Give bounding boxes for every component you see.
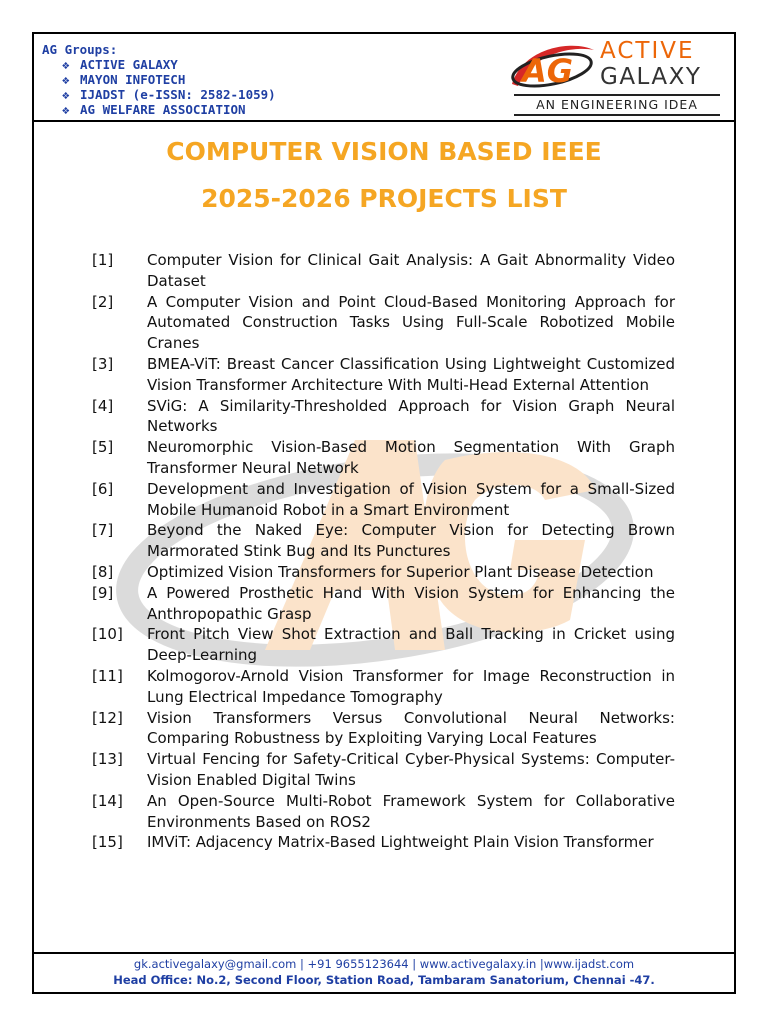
project-item	[92, 624, 675, 666]
projects-list	[92, 250, 675, 853]
diamond-bullet-icon: ❖	[62, 57, 70, 72]
project-title: IMViT: Adjacency Matrix-Based Lightweight Plain Vision Transformer	[147, 833, 654, 852]
project-number: [6]	[92, 479, 114, 498]
project-number: [4]	[92, 396, 114, 415]
project-item	[92, 479, 675, 521]
project-item	[92, 292, 675, 354]
project-item	[92, 354, 675, 396]
page-title-line1: COMPUTER VISION BASED IEEE	[166, 137, 602, 166]
ag-group-item	[62, 57, 276, 72]
project-title: A Computer Vision and Point Cloud-Based Monitoring Approach for Automated Construction Tasks Using Full-Scale Robotized Mobile Cranes	[147, 292, 675, 353]
project-item	[92, 520, 675, 562]
project-number: [8]	[92, 562, 114, 581]
ag-group-item	[62, 102, 276, 117]
project-number: [14]	[92, 791, 123, 810]
project-item	[92, 666, 675, 708]
diamond-bullet-icon: ❖	[62, 72, 70, 87]
ag-group-item	[62, 87, 276, 102]
project-title: Kolmogorov-Arnold Vision Transformer for Image Reconstruction in Lung Electrical Impedance Tomography	[147, 666, 675, 706]
footer-contact[interactable]: gk.activegalaxy@gmail.com | +91 9655123644 | www.activegalaxy.in |www.ijadst.com	[133, 957, 635, 971]
project-number: [15]	[92, 833, 123, 852]
project-title: Virtual Fencing for Safety-Critical Cyber-Physical Systems: Computer-Vision Enabled Digital Twins	[147, 750, 675, 789]
project-title: Front Pitch View Shot Extraction and Ball Tracking in Cricket using Deep-Learning	[147, 625, 675, 665]
project-title: Vision Transformers Versus Convolutional Neural Networks: Comparing Robustness by Exploiting Varying Local Features	[147, 708, 675, 748]
ag-group-label: ACTIVE GALAXY	[80, 57, 178, 72]
diamond-bullet-icon: ❖	[62, 102, 70, 117]
project-number: [5]	[92, 438, 114, 457]
header-divider	[32, 120, 736, 122]
project-number: [11]	[92, 666, 123, 685]
project-item	[92, 396, 675, 438]
project-number: [1]	[92, 251, 114, 269]
footer	[32, 956, 736, 988]
project-number: [12]	[92, 708, 123, 727]
ag-group-label: MAYON INFOTECH	[80, 72, 186, 87]
project-number: [10]	[92, 625, 123, 644]
project-number: [3]	[92, 354, 114, 373]
logo-name-line2: GALAXY	[600, 64, 702, 90]
ag-group-label: IJADST (e-ISSN: 2582-1059)	[80, 87, 276, 102]
project-title: SViG: A Similarity-Thresholded Approach for Vision Graph Neural Networks	[147, 396, 675, 436]
project-title: BMEA-ViT: Breast Cancer Classification Using Lightweight Customized Vision Transformer Architecture With Multi-Head External Attention	[147, 354, 675, 394]
project-number: [2]	[92, 292, 114, 311]
project-item	[92, 562, 675, 583]
project-title: Optimized Vision Transformers for Superior Plant Disease Detection	[147, 562, 654, 581]
ag-group-item	[62, 72, 276, 87]
project-number: [13]	[92, 750, 123, 769]
project-title: Development and Investigation of Vision System for a Small-Sized Mobile Humanoid Robot in a Smart Environment	[147, 479, 675, 519]
logo-mark-text: AG	[522, 52, 574, 90]
project-title: A Powered Prosthetic Hand With Vision System for Enhancing the Anthropopathic Grasp	[147, 583, 675, 623]
logo-tagline: AN ENGINEERING IDEA	[514, 94, 720, 116]
project-number: [9]	[92, 583, 114, 602]
project-item	[92, 708, 675, 750]
ag-groups-title: AG Groups:	[42, 42, 118, 57]
active-galaxy-logo	[504, 36, 728, 116]
project-title: Neuromorphic Vision-Based Motion Segmentation With Graph Transformer Neural Network	[147, 438, 675, 477]
footer-address: Head Office: No.2, Second Floor, Station Road, Tambaram Sanatorium, Chennai -47.	[113, 973, 655, 987]
diamond-bullet-icon: ❖	[62, 87, 70, 102]
project-item	[92, 749, 675, 791]
ag-groups-list	[42, 57, 276, 117]
project-title: Beyond the Naked Eye: Computer Vision for Detecting Brown Marmorated Stink Bug and Its Punctures	[147, 521, 675, 561]
ag-groups-block	[42, 42, 276, 117]
project-title: Computer Vision for Clinical Gait Analysis: A Gait Abnormality Video Dataset	[147, 251, 675, 290]
project-title: An Open-Source Multi-Robot Framework System for Collaborative Environments Based on ROS2	[147, 791, 675, 831]
footer-divider	[32, 952, 736, 954]
project-item	[92, 832, 675, 853]
project-number: [7]	[92, 521, 114, 540]
project-item	[92, 583, 675, 625]
ag-group-label: AG WELFARE ASSOCIATION	[80, 102, 246, 117]
project-item	[92, 437, 675, 479]
project-item	[92, 250, 675, 292]
logo-name-line1: ACTIVE	[600, 38, 695, 64]
project-item	[92, 791, 675, 833]
ag-logo-mark-icon	[504, 36, 600, 96]
page-title-line2: 2025-2026 PROJECTS LIST	[201, 184, 567, 213]
